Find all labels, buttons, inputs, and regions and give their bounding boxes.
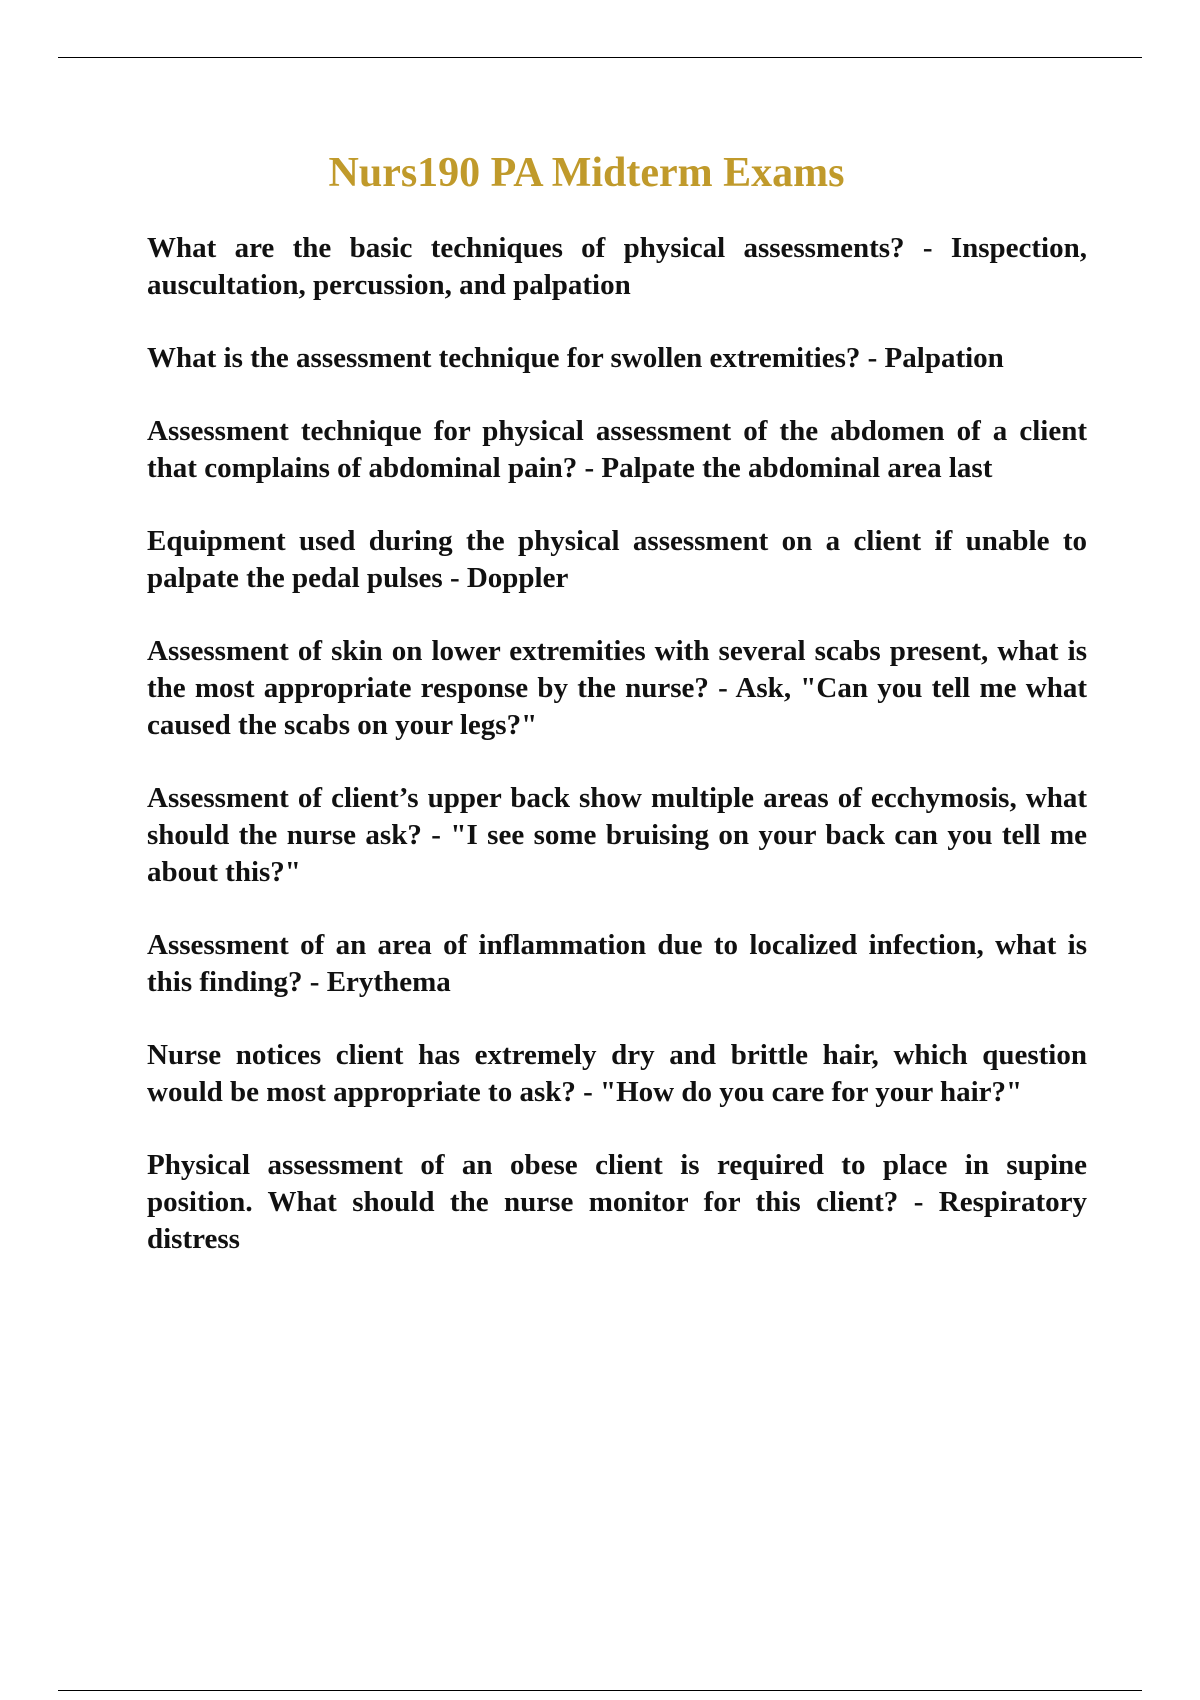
qa-item-2: What is the assessment technique for swollen extremities? - Palpation bbox=[147, 342, 1004, 374]
qa-item-6: Assessment of client’s upper back show multiple areas of ecchymosis, what should the nurse ask? - "I see some bruising on your back can you tell me about this?" bbox=[147, 782, 1087, 888]
qa-item-4: Equipment used during the physical assessment on a client if unable to palpate the pedal pulses - Doppler bbox=[147, 525, 1087, 594]
qa-item-8: Nurse notices client has extremely dry and brittle hair, which question would be most appropriate to ask? - "How do you care for your hair?" bbox=[147, 1039, 1087, 1108]
qa-item-7: Assessment of an area of inflammation due to localized infection, what is this finding? - Erythema bbox=[147, 929, 1087, 998]
qa-item-3: Assessment technique for physical assessment of the abdomen of a client that complains of abdominal pain? - Palpate the abdominal area last bbox=[147, 415, 1087, 484]
qa-item-1: What are the basic techniques of physical assessments? - Inspection, auscultation, percussion, and palpation bbox=[147, 232, 1087, 301]
qa-item-9: Physical assessment of an obese client is required to place in supine position. What should the nurse monitor for this client? - Respiratory distress bbox=[147, 1149, 1087, 1255]
top-rule bbox=[58, 57, 1142, 58]
page-title: Nurs190 PA Midterm Exams bbox=[328, 150, 845, 196]
qa-list bbox=[147, 230, 1087, 1294]
qa-item-5: Assessment of skin on lower extremities with several scabs present, what is the most appropriate response by the nurse? - Ask, "Can you tell me what caused the scabs on your legs?" bbox=[147, 635, 1087, 741]
bottom-rule bbox=[58, 1690, 1142, 1691]
